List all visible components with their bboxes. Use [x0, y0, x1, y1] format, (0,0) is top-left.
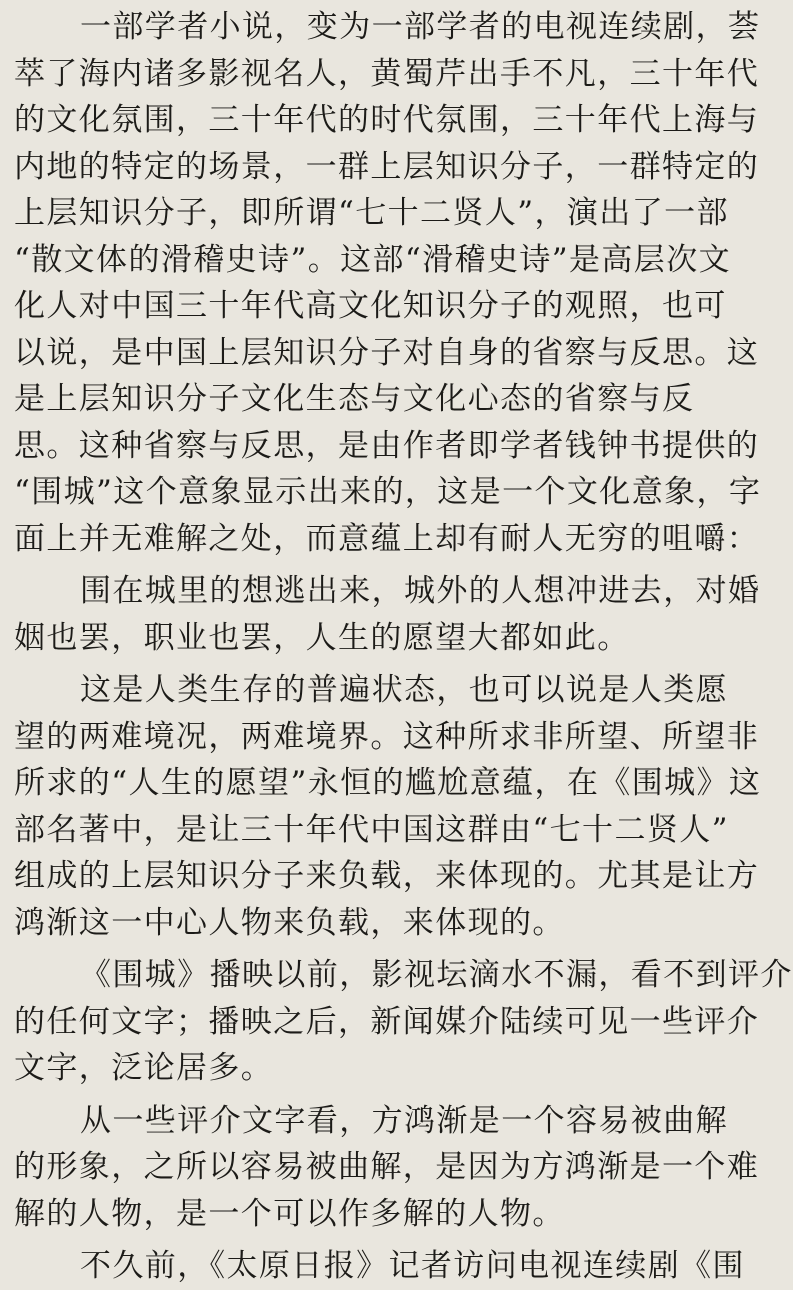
text-line: 围在城里的想逃出来，城外的人想冲进去，对婚: [80, 573, 761, 609]
text-line: 所求的“人生的愿望”永恒的尴尬意蕴，在《围城》这: [14, 765, 762, 801]
text-line: “散文体的滑稽史诗”。这部“滑稽史诗”是高层次文: [14, 241, 731, 278]
text-line: 解的人物，是一个可以作多解的人物。: [14, 1195, 565, 1232]
text-line: 的任何文字；播映之后，新闻媒介陆续可见一些评介: [14, 1003, 760, 1040]
text-line: 是上层知识分子文化生态与文化心态的省察与反: [14, 381, 695, 417]
text-line: 思。这种省察与反思，是由作者即学者钱钟书提供的: [14, 427, 760, 464]
text-line: 鸿渐这一中心人物来负载，来体现的。: [14, 904, 565, 941]
text-line: 上层知识分子，即所谓“七十二贤人”，演出了一部: [14, 195, 729, 231]
text-line: 以说，是中国上层知识分子对自身的省察与反思。这: [14, 334, 760, 371]
text-line: 的文化氛围，三十年代的时代氛围，三十年代上海与: [14, 102, 760, 138]
text-line: 从一些评介文字看，方鸿渐是一个容易被曲解: [80, 1102, 728, 1139]
text-line: 化人对中国三十年代高文化知识分子的观照，也可: [14, 288, 727, 324]
text-line: 《围城》播映以前，影视坛滴水不漏，看不到评介: [80, 957, 793, 993]
text-line: 组成的上层知识分子来负载，来体现的。尤其是让方: [14, 858, 760, 894]
text-line: 内地的特定的场景，一群上层知识分子，一群特定的: [14, 148, 760, 185]
paragraph: [14, 952, 793, 1092]
paragraph: [14, 1098, 760, 1238]
paragraph: [14, 1243, 745, 1290]
text-line: 不久前，《太原日报》记者访问电视连续剧《围: [80, 1248, 745, 1284]
paragraph: [14, 4, 762, 562]
paragraph: [14, 667, 762, 946]
text-line: 面上并无难解之处，而意蕴上却有耐人无穷的咀嚼：: [14, 520, 760, 557]
text-line: 萃了海内诸多影视名人，黄蜀芹出手不凡，三十年代: [14, 55, 760, 92]
text-line: 部名著中，是让三十年代中国这群由“七十二贤人”: [14, 811, 729, 848]
text-line: 一部学者小说，变为一部学者的电视连续剧，荟: [80, 9, 761, 45]
text-line: 文字，泛论居多。: [14, 1050, 274, 1086]
text-line: “围城”这个意象显示出来的，这是一个文化意象，字: [14, 474, 762, 510]
text-line: 姻也罢，职业也罢，人生的愿望大都如此。: [14, 619, 630, 656]
block-quote: [14, 568, 761, 661]
text-line: 望的两难境况，两难境界。这种所求非所望、所望非: [14, 718, 760, 755]
text-line: 的形象，之所以容易被曲解，是因为方鸿渐是一个难: [14, 1149, 760, 1185]
text-line: 这是人类生存的普遍状态，也可以说是人类愿: [80, 672, 728, 708]
